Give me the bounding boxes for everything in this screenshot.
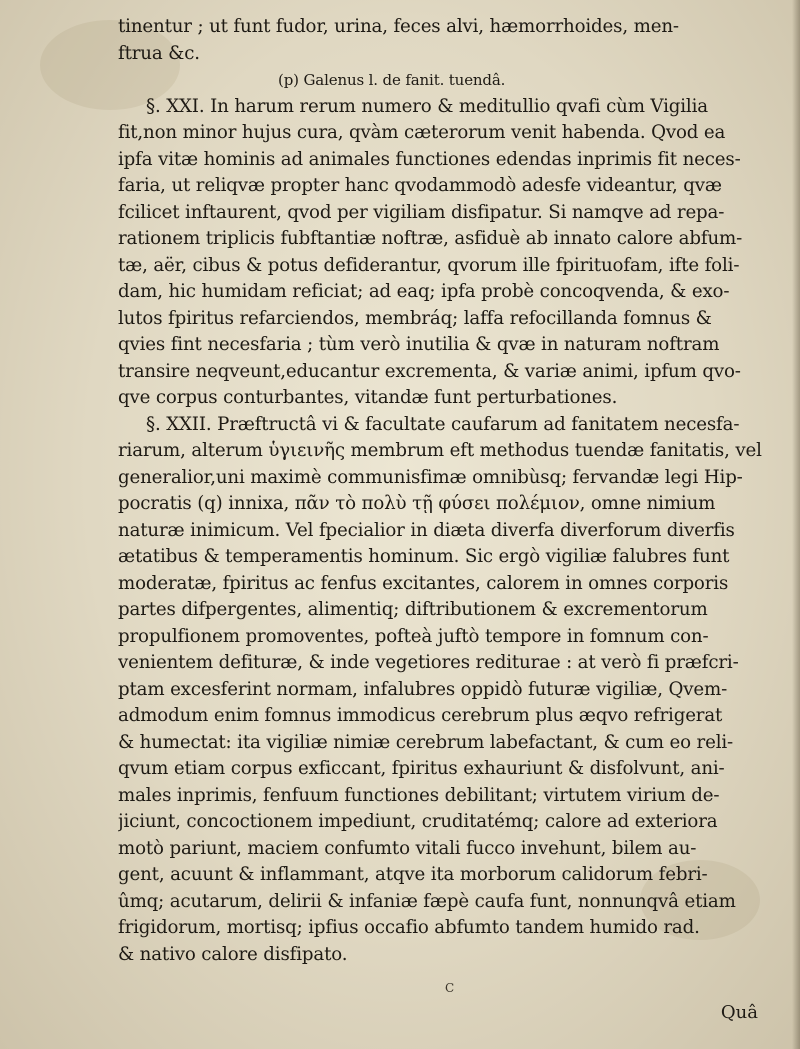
signature-mark: C — [445, 981, 455, 995]
section-heading-line: §. XXI. In harum rerum numero & meditullio qvafi cùm Vigilia — [146, 95, 708, 117]
catchword: Quâ — [720, 1002, 758, 1023]
text-line: tæ, aër, cibus & potus defiderantur, qvorum ille fpirituofam, ifte foli- — [118, 254, 740, 276]
text-line: transire neqveunt,educantur excrementa, & variæ animi, ipfum qvo- — [118, 360, 741, 382]
text-line: males inprimis, fenfuum functiones debilitant; virtutem virium de- — [118, 784, 720, 806]
text-line: & humectat: ita vigiliæ nimiæ cerebrum labefactant, & cum eo reli- — [118, 731, 734, 753]
text-line: ipfa vitæ hominis ad animales functiones edendas inprimis fit neces- — [118, 148, 741, 170]
text-line: admodum enim fomnus immodicus cerebrum plus æqvo refrigerat — [118, 705, 723, 726]
text-line: & nativo calore disfipato. — [118, 943, 348, 965]
text-line: ftrua &c. — [118, 42, 200, 64]
text-line: partes difpergentes, alimentiq; diftributionem & excrementorum — [118, 599, 708, 620]
text-line: faria, ut reliqvæ propter hanc qvodammodò adesfe videantur, qvæ — [118, 175, 722, 196]
text-line: qve corpus conturbantes, vitandæ funt perturbationes. — [118, 387, 618, 408]
body-text — [118, 14, 768, 968]
text-line: venientem defituræ, & inde vegetiores rediturae : at verò fi præfcri- — [118, 652, 739, 673]
text-line: pocratis (q) innixa, πᾶν τὸ πολὺ τῇ φύσει πολέμιον, omne nimium — [118, 493, 716, 514]
text-line: gent, acuunt & inflammant, atqve ita morborum calidorum febri- — [118, 864, 708, 885]
text-line: propulfionem promoventes, pofteà juftò tempore in fomnum con- — [118, 625, 709, 647]
text-line: fcilicet inftaurent, qvod per vigiliam disfipatur. Si namqve ad repa- — [118, 201, 725, 223]
text-line: dam, hic humidam reficiat; ad eaq; ipfa probè concoqvenda, & exo- — [118, 281, 730, 302]
section-heading-line: §. XXII. Præftructâ vi & facultate caufarum ad fanitatem necesfa- — [146, 413, 740, 435]
text-line: moderatæ, fpiritus ac fenfus excitantes, calorem in omnes corporis — [118, 572, 729, 594]
text-line: qvum etiam corpus exficcant, fpiritus exhauriunt & disfolvunt, ani- — [118, 758, 725, 779]
text-line: tinentur ; ut funt fudor, urina, feces alvi, hæmorrhoides, men- — [118, 16, 679, 37]
text-line: fit,non minor hujus cura, qvàm cæterorum venit habenda. Qvod ea — [118, 122, 726, 143]
text-line: generalior,uni maximè communisfimæ omnibùsq; fervandæ legi Hip- — [118, 466, 743, 488]
text-line: ætatibus & temperamentis hominum. Sic ergò vigiliæ falubres funt — [118, 546, 730, 567]
text-line: qvies fint necesfaria ; tùm verò inutilia & qvæ in naturam noftram — [118, 334, 720, 355]
text-line: ûmq; acutarum, delirii & infaniæ fæpè caufa funt, nonnunqvâ etiam — [118, 890, 736, 912]
text-line: lutos fpiritus refarciendos, membráq; laffa refocillanda fomnus & — [118, 307, 712, 329]
footnote-line: (p) Galenus l. de fanit. tuendâ. — [278, 71, 506, 89]
page-edge-shadow — [792, 0, 800, 1049]
text-line: riarum, alterum ὑγιεινῆς membrum eft methodus tuendæ fanitatis, vel — [118, 440, 762, 461]
text-line: motò pariunt, maciem confumto vitali fucco invehunt, bilem au- — [118, 837, 697, 859]
text-line: ptam excesferint normam, infalubres oppidò futuræ vigiliæ, Qvem- — [118, 678, 728, 700]
text-line: rationem triplicis fubftantiæ noftræ, asfiduè ab innato calore abfum- — [118, 228, 743, 249]
text-line: frigidorum, mortisq; ipfius occafio abfumto tandem humido rad. — [118, 917, 700, 938]
text-line: jiciunt, concoctionem impediunt, cruditatémq; calore ad exteriora — [118, 811, 718, 832]
text-line: naturæ inimicum. Vel fpecialior in diæta diverfa diverforum diverfis — [118, 519, 735, 541]
